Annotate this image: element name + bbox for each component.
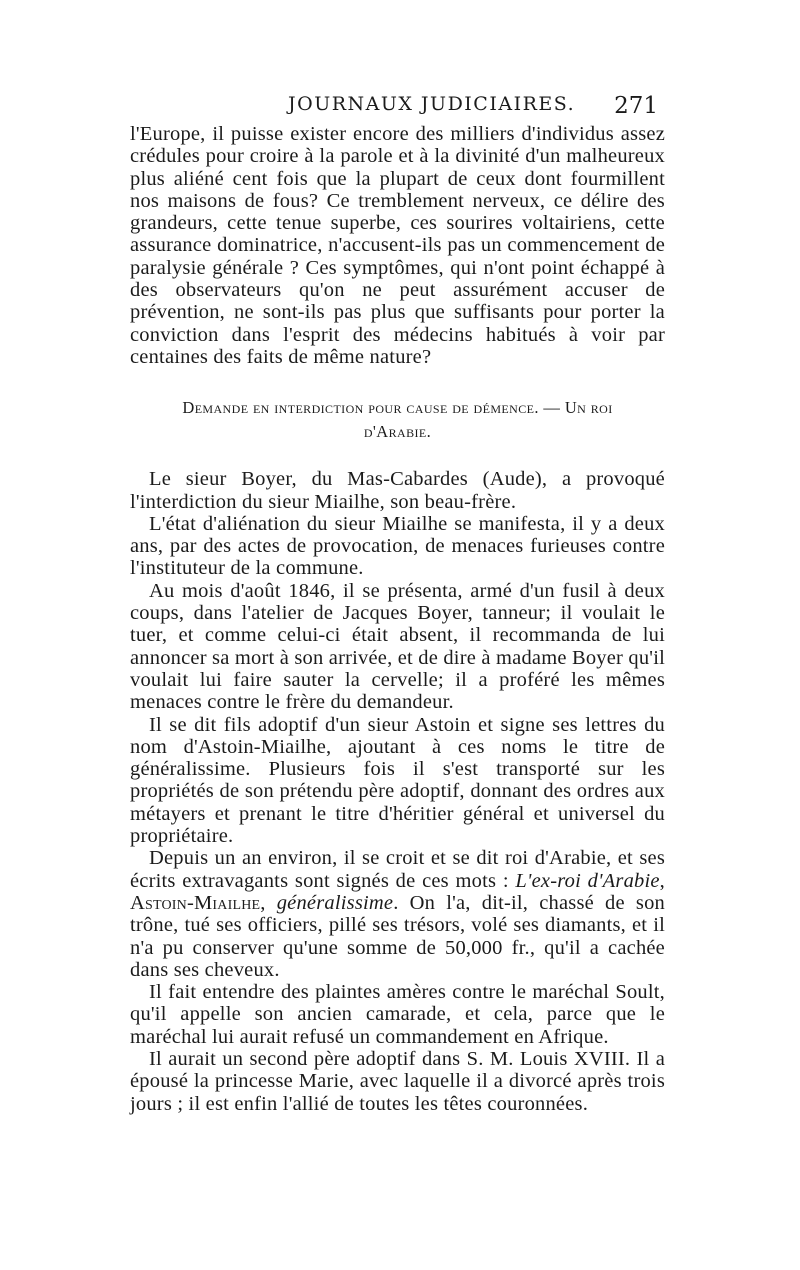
page-number: 271 xyxy=(614,93,658,119)
paragraph-3: Au mois d'août 1846, il se présenta, armé d'un fusil à deux coups, dans l'atelier de Jacques Boyer, tanneur; il voulait le tuer, et comme celui-ci était absent, il recommanda de lui annoncer sa mort à son arrivée, et de dire à madame Boyer qu'il voulait lui faire sauter la cervelle; il a proféré les mêmes menaces contre le frère du demandeur. xyxy=(130,579,665,714)
signature-quote: L'ex-roi d'Arabie xyxy=(515,869,660,892)
paragraph-5-text: Depuis un an environ, il se croit et se dit roi d'Arabie, et ses écrits extravagants sont signés de ces mots : xyxy=(130,847,665,892)
intro-paragraph: l'Europe, il puisse exister encore des milliers d'individus assez crédules pour croire à la parole et à la divinité d'un malheureux plus aliéné cent fois que la plupart de ceux dont fourmillent nos maisons de fous? Ce tremblement nerveux, ce délire des grandeurs, cette tenue superbe, ces sourires voltairiens, cette assurance dominatrice, n'accusent-ils pas un commencement de paralysie générale ? Ces symptômes, qui n'ont point échappé à des observateurs qu'on ne peut assurément accuser de prévention, ne sont-ils pas plus que suffisants pour porter la conviction dans l'esprit des médecins habitués à voir par centaines des faits de même nature? xyxy=(130,123,665,368)
signature-title: généralissime xyxy=(276,891,394,914)
paragraph-1: Le sieur Boyer, du Mas-Cabardes (Aude), a provoqué l'interdiction du sieur Miailhe, son beau-frère. xyxy=(130,468,665,513)
section-heading-line-2: d'Arabie. xyxy=(363,422,432,442)
running-title: JOURNAUX JUDICIAIRES. xyxy=(288,93,576,115)
signature-name: Astoin-Miailhe xyxy=(130,891,261,914)
section-heading-line-1: Demande en interdiction pour cause de démence. — Un roi xyxy=(182,398,613,418)
body-text xyxy=(130,123,665,1115)
paragraph-5 xyxy=(130,847,665,981)
paragraph-2: L'état d'aliénation du sieur Miailhe se manifesta, il y a deux ans, par des actes de provocation, de menaces furieuses contre l'instituteur de la commune. xyxy=(130,512,665,580)
section-heading xyxy=(130,396,665,444)
comma: , xyxy=(260,891,277,914)
paragraph-6: Il fait entendre des plaintes amères contre le maréchal Soult, qu'il appelle son ancien camarade, et cela, parce que le maréchal lui aurait refusé un commandement en Afrique. xyxy=(130,981,665,1048)
comma: , xyxy=(659,869,665,892)
running-head xyxy=(288,93,658,123)
paragraph-7: Il aurait un second père adoptif dans S. M. Louis XVIII. Il a épousé la princesse Marie, avec laquelle il a divorcé après trois jours ; il est enfin l'allié de toutes les têtes couronnées. xyxy=(130,1047,665,1115)
paragraph-5-continuation: . On l'a, dit-il, chassé de son trône, tué ses officiers, pillé ses trésors, volé ses diamants, et il n'a pu conserver qu'une somme de 50,000 fr., qu'il a cachée dans ses cheveux. xyxy=(130,891,666,981)
paragraph-4: Il se dit fils adoptif d'un sieur Astoin et signe ses lettres du nom d'Astoin-Miailhe, ajoutant à ces noms le titre de généralissime. Plusieurs fois il s'est transporté sur les propriétés de son prétendu père adoptif, donnant des ordres aux métayers et prenant le titre d'héritier général et universel du propriétaire. xyxy=(130,713,665,848)
